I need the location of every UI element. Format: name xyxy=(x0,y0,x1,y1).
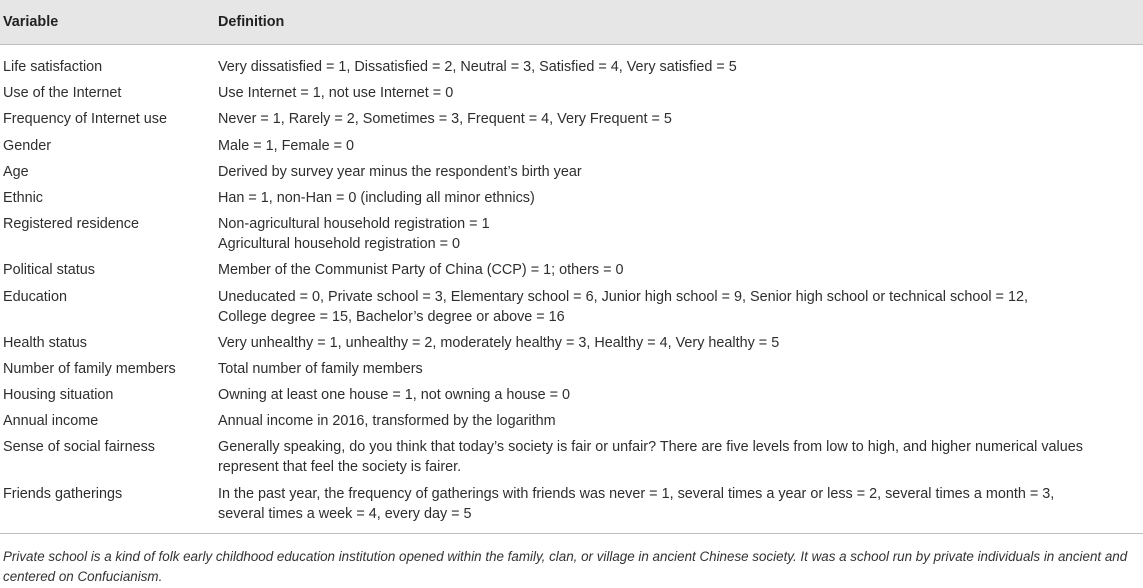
definition-cell xyxy=(215,185,1143,211)
definition-line: Derived by survey year minus the respondent’s birth year xyxy=(218,163,582,180)
definition-line: Total number of family members xyxy=(218,360,423,377)
variable-cell: Use of the Internet xyxy=(3,85,122,102)
variable-cell: Housing situation xyxy=(3,387,114,404)
definition-cell xyxy=(215,80,1143,106)
variable-cell: Annual income xyxy=(3,413,99,430)
table-row xyxy=(0,159,1143,185)
definition-line: Generally speaking, do you think that today’s society is fair or unfair? There are five levels from low to high, and higher numerical values xyxy=(218,439,1083,456)
definition-line: Use Internet = 1, not use Internet = 0 xyxy=(218,85,454,102)
definition-cell xyxy=(215,211,1143,257)
variable-cell: Number of family members xyxy=(3,360,176,377)
table-row xyxy=(0,434,1143,480)
definition-line: In the past year, the frequency of gatherings with friends was never = 1, several times a year or less = 2, several times a month = 3, xyxy=(218,485,1055,502)
header-variable: Variable xyxy=(0,0,215,45)
variable-cell: Education xyxy=(3,288,68,305)
definition-cell xyxy=(215,283,1143,329)
table-row xyxy=(0,45,1143,81)
variable-cell: Life satisfaction xyxy=(3,59,103,75)
definition-cell xyxy=(215,330,1143,356)
definition-line: College degree = 15, Bachelor’s degree or above = 16 xyxy=(218,308,565,325)
definition-cell xyxy=(215,356,1143,382)
variable-cell: Sense of social fairness xyxy=(3,439,155,456)
variable-cell: Health status xyxy=(3,334,87,351)
variable-cell: Frequency of Internet use xyxy=(3,111,167,128)
definition-line: Han = 1, non-Han = 0 (including all minor ethnics) xyxy=(218,189,535,206)
definition-cell xyxy=(215,408,1143,434)
table-body xyxy=(0,45,1143,534)
table-row xyxy=(0,330,1143,356)
header-definition: Definition xyxy=(215,0,1143,45)
definition-line: Very dissatisfied = 1, Dissatisfied = 2, Neutral = 3, Satisfied = 4, Very satisfied = 5 xyxy=(218,59,737,75)
definition-cell xyxy=(215,132,1143,158)
definition-line: several times a week = 4, every day = 5 xyxy=(218,505,472,522)
definition-cell xyxy=(215,481,1143,534)
definition-line: Agricultural household registration = 0 xyxy=(218,236,460,253)
variable-cell: Friends gatherings xyxy=(3,485,123,502)
table-row xyxy=(0,481,1143,534)
variable-cell: Registered residence xyxy=(3,216,139,233)
definition-line: Owning at least one house = 1, not owning a house = 0 xyxy=(218,387,571,404)
definition-line: represent that feel the society is fairer. xyxy=(218,459,462,476)
table-footnote: Private school is a kind of folk early childhood education institution opened within the family, clan, or village in ancient Chinese society. It was a school run by private individuals in ancient and centered on Confucianism. xyxy=(3,549,1128,584)
definition-line: Uneducated = 0, Private school = 3, Elementary school = 6, Junior high school = 9, Senior high school or technical school = 12, xyxy=(218,288,1028,305)
variable-cell: Gender xyxy=(3,137,51,154)
table-row xyxy=(0,211,1143,257)
definition-line: Annual income in 2016, transformed by the logarithm xyxy=(218,413,556,430)
variable-cell: Political status xyxy=(3,262,95,279)
definition-line: Non-agricultural household registration = 1 xyxy=(218,216,490,233)
variable-cell: Age xyxy=(3,163,29,180)
definition-cell xyxy=(215,257,1143,283)
variable-cell: Ethnic xyxy=(3,189,43,206)
table-row xyxy=(0,106,1143,132)
header-row xyxy=(0,0,1143,45)
table-row xyxy=(0,356,1143,382)
definition-cell xyxy=(215,45,1143,81)
table-row xyxy=(0,283,1143,329)
table-row xyxy=(0,408,1143,434)
definition-cell xyxy=(215,159,1143,185)
definition-cell xyxy=(215,434,1143,480)
definition-line: Member of the Communist Party of China (CCP) = 1; others = 0 xyxy=(218,262,624,279)
definition-line: Male = 1, Female = 0 xyxy=(218,137,354,154)
table-row xyxy=(0,132,1143,158)
table-row xyxy=(0,257,1143,283)
definition-cell xyxy=(215,106,1143,132)
definition-line: Never = 1, Rarely = 2, Sometimes = 3, Frequent = 4, Very Frequent = 5 xyxy=(218,111,672,128)
definition-line: Very unhealthy = 1, unhealthy = 2, moderately healthy = 3, Healthy = 4, Very healthy = 5 xyxy=(218,334,780,351)
table-header xyxy=(0,0,1143,45)
table-row xyxy=(0,80,1143,106)
table-row xyxy=(0,185,1143,211)
definition-cell xyxy=(215,382,1143,408)
table-row xyxy=(0,382,1143,408)
